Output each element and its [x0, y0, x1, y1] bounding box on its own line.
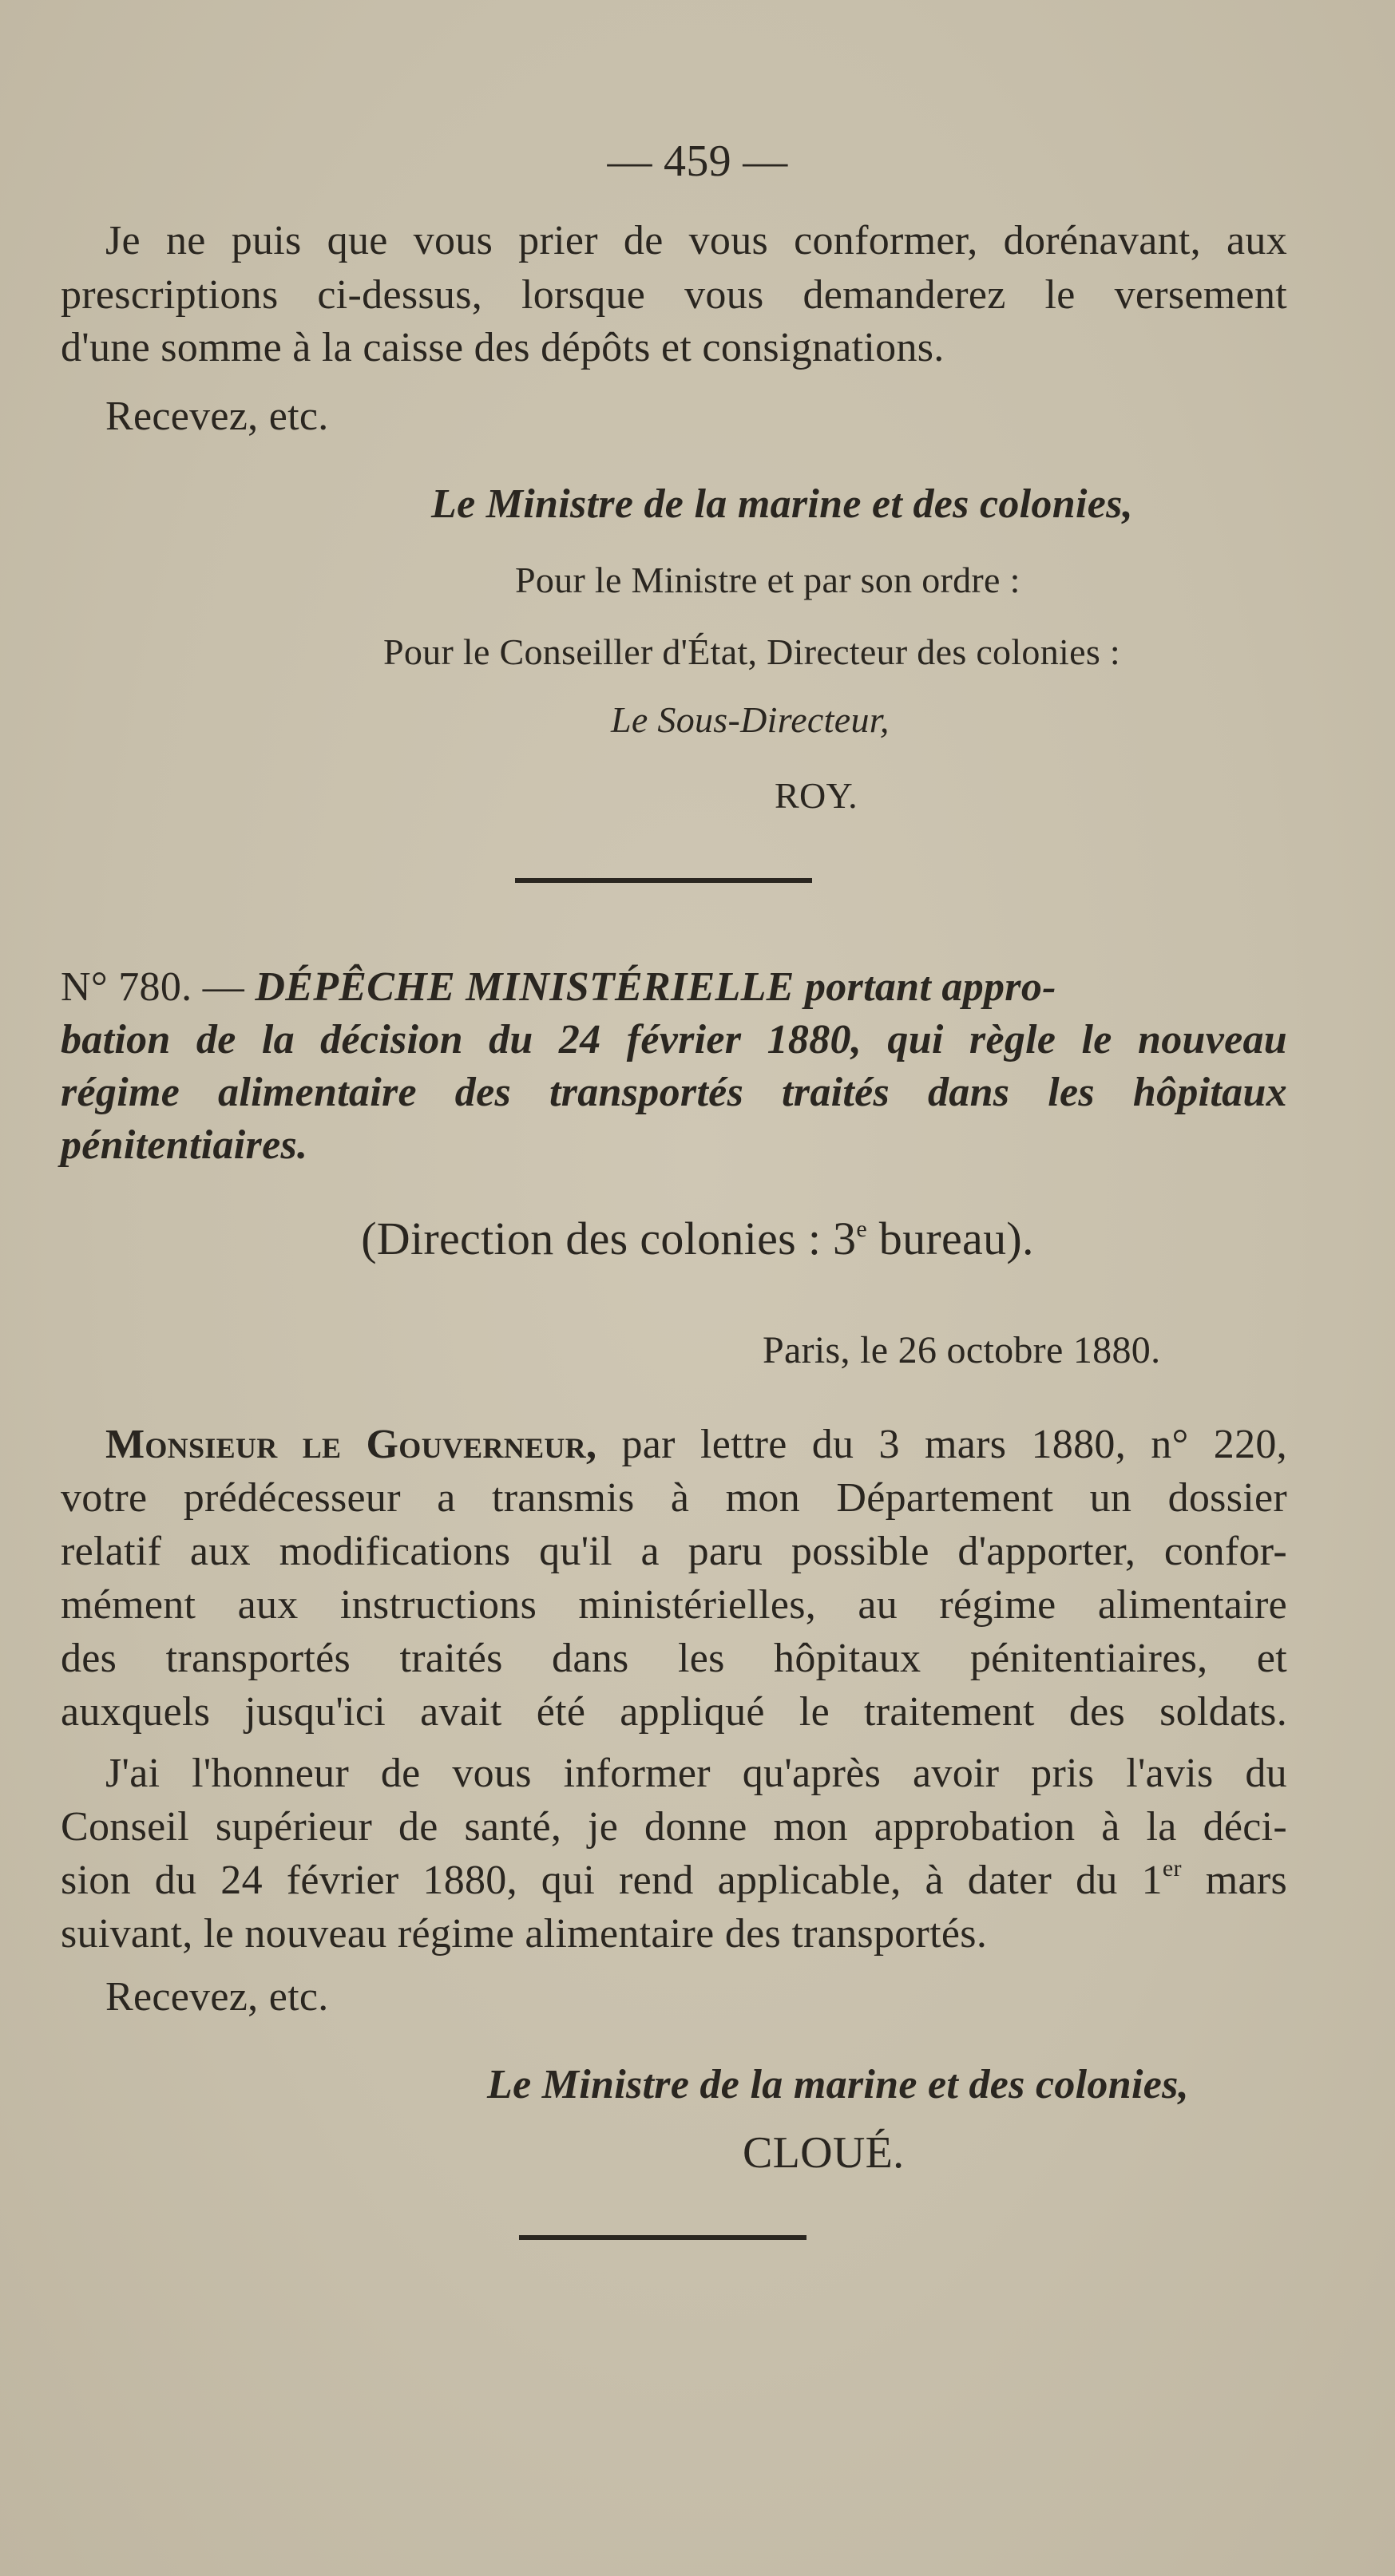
- paragraph-line: [105, 1419, 1287, 1470]
- place-date: Paris, le 26 octobre 1880.: [763, 1329, 1161, 1371]
- paragraph-text: par lettre du 3 mars 1880, n° 220,: [621, 1422, 1287, 1467]
- paragraph-text-end: mars: [1181, 1858, 1287, 1903]
- signature-minister: Le Ministre de la marine et des colonies,: [431, 481, 1133, 527]
- document-heading-line: [61, 962, 1287, 1013]
- paragraph-line: Je ne puis que vous prier de vous conformer, dorénavant, aux: [105, 218, 1287, 263]
- direction-superscript: e: [856, 1216, 867, 1242]
- document-number: N° 780.: [61, 964, 192, 1010]
- signature-line: Pour le Ministre et par son ordre :: [515, 560, 1020, 600]
- document-title-line: régime alimentaire des transportés traités dans les hôpitaux: [61, 1070, 1287, 1115]
- paragraph-line: mément aux instructions ministérielles, au régime alimentaire: [61, 1582, 1287, 1628]
- document-title-line: bation de la décision du 24 février 1880, qui règle le nouveau: [61, 1017, 1287, 1062]
- page-number: — 459 —: [607, 137, 788, 186]
- direction-line: [0, 1213, 1395, 1264]
- document-title-text: portant appro-: [804, 964, 1056, 1010]
- paragraph-line: auxquels jusqu'ici avait été appliqué le traitement des soldats.: [61, 1689, 1287, 1735]
- signature-name: ROY.: [775, 775, 858, 816]
- paragraph-text: sion du 24 février 1880, qui rend applicable, à dater du 1: [61, 1858, 1163, 1903]
- document-title-line: pénitentiaires.: [61, 1122, 308, 1168]
- direction-text-end: bureau).: [866, 1213, 1034, 1264]
- direction-text: (Direction des colonies : 3: [361, 1213, 857, 1264]
- signature-minister: Le Ministre de la marine et des colonies,: [487, 2062, 1189, 2107]
- paragraph-line: Conseil supérieur de santé, je donne mon approbation à la déci-: [61, 1804, 1287, 1850]
- signature-name: CLOUÉ.: [743, 2128, 905, 2178]
- heading-dash: —: [202, 964, 245, 1010]
- document-title-caps: DÉPÊCHE MINISTÉRIELLE: [255, 964, 795, 1010]
- paragraph-line: votre prédécesseur a transmis à mon Département un dossier: [61, 1475, 1287, 1521]
- signature-line: Pour le Conseiller d'État, Directeur des colonies :: [383, 631, 1120, 672]
- paragraph-line: J'ai l'honneur de vous informer qu'après avoir pris l'avis du: [105, 1751, 1287, 1796]
- paragraph-line: prescriptions ci-dessus, lorsque vous demanderez le versement: [61, 272, 1287, 318]
- closing-text: Recevez, etc.: [105, 394, 329, 439]
- separator-rule: [519, 2235, 806, 2240]
- paragraph-line: relatif aux modifications qu'il a paru possible d'apporter, confor-: [61, 1529, 1287, 1574]
- paragraph-line: d'une somme à la caisse des dépôts et consignations.: [61, 325, 945, 370]
- paragraph-line: [61, 1855, 1287, 1906]
- salutation: Monsieur le Gouverneur,: [105, 1422, 597, 1467]
- superscript: er: [1162, 1855, 1182, 1882]
- closing-text: Recevez, etc.: [105, 1974, 329, 2020]
- separator-rule: [515, 878, 812, 883]
- paragraph-line: des transportés traités dans les hôpitaux pénitentiaires, et: [61, 1636, 1287, 1681]
- paragraph-line: suivant, le nouveau régime alimentaire des transportés.: [61, 1911, 988, 1957]
- signature-title: Le Sous-Directeur,: [611, 699, 890, 740]
